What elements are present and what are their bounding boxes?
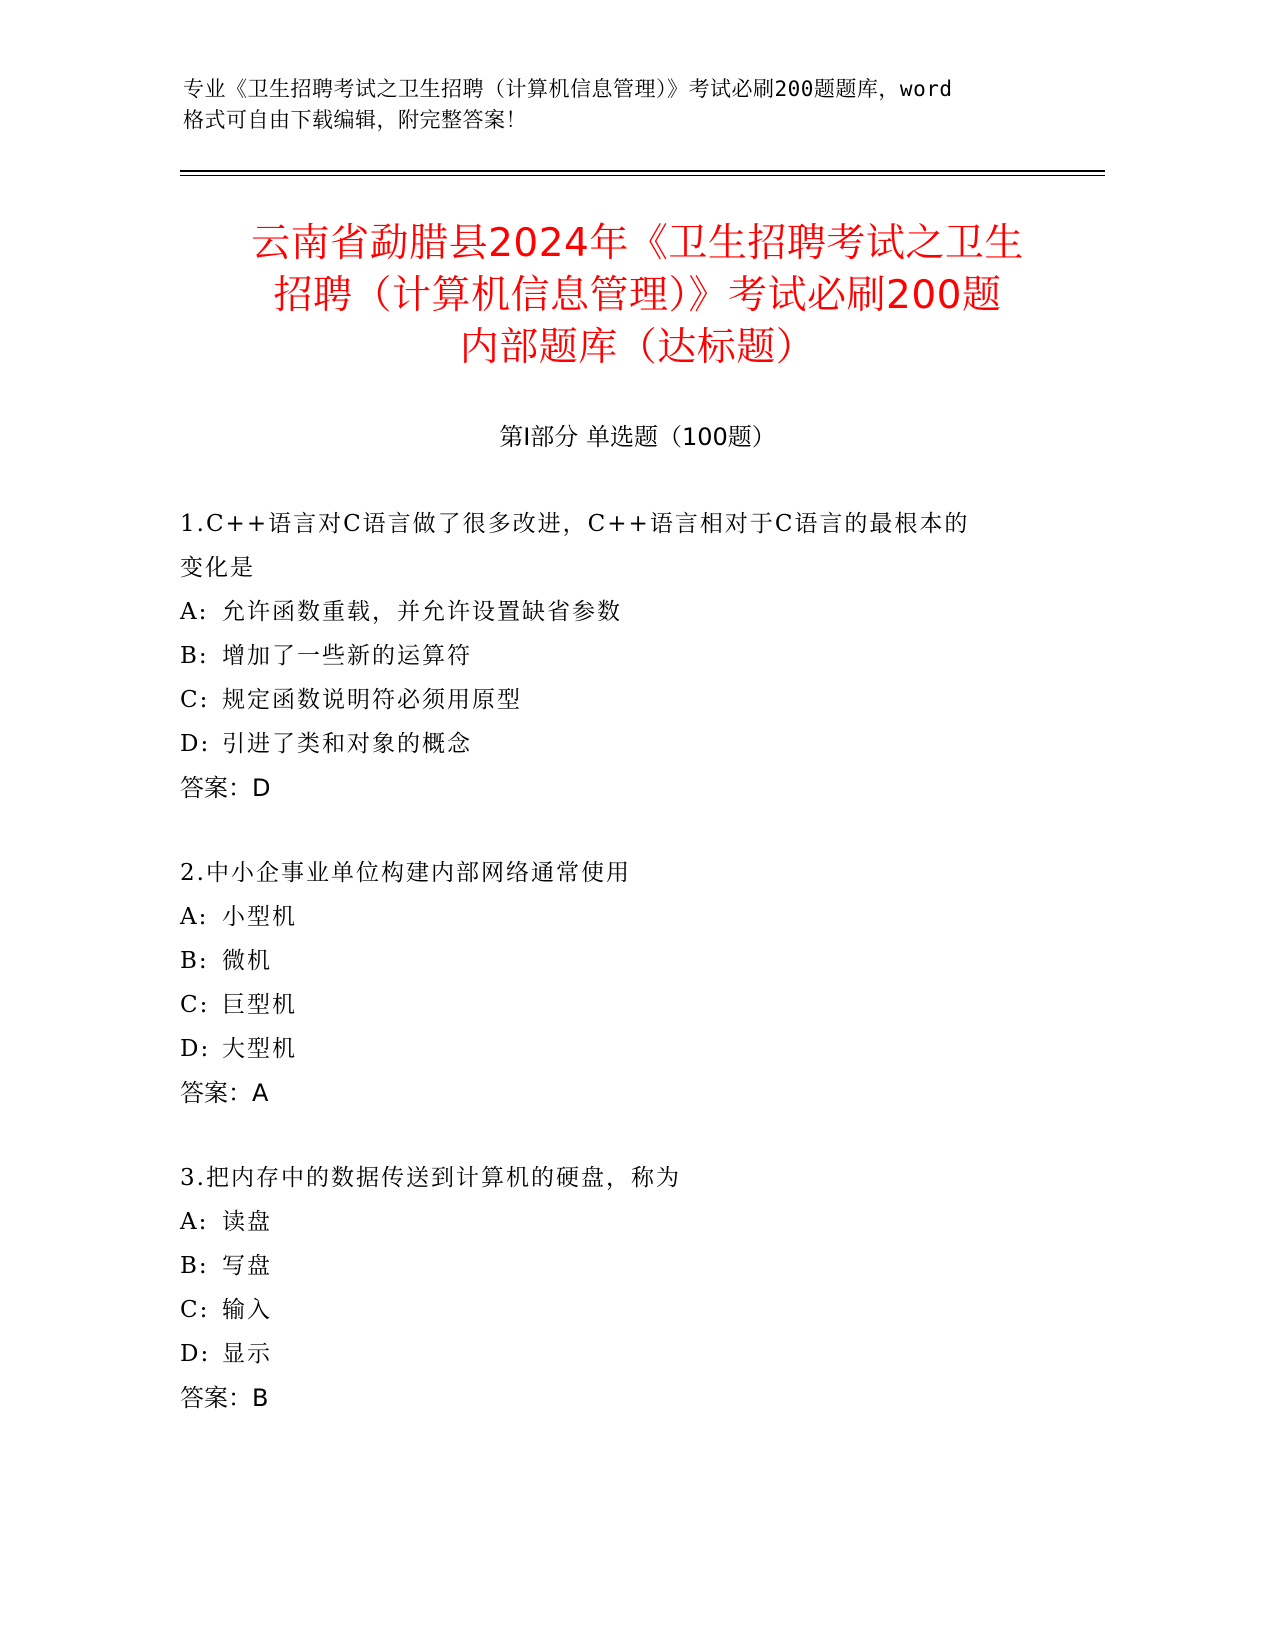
header-note-line-1: 专业《卫生招聘考试之卫生招聘（计算机信息管理）》考试必刷200题题库，word <box>183 77 953 101</box>
option-text: 规定函数说明符必须用原型 <box>222 687 522 713</box>
option-letter: A: <box>180 599 209 625</box>
option-text: 显示 <box>222 1341 272 1367</box>
option-b <box>180 939 1060 983</box>
option-text: 写盘 <box>222 1253 272 1279</box>
option-letter: D: <box>180 1036 211 1062</box>
document-title-line-3: 内部题库（达标题） <box>459 325 816 370</box>
option-text: 巨型机 <box>222 992 297 1018</box>
option-text: 输入 <box>222 1297 272 1323</box>
question-3 <box>180 1156 1060 1420</box>
question-stem: 3.把内存中的数据传送到计算机的硬盘，称为 <box>180 1165 681 1191</box>
answer-line: 答案：B <box>180 1384 269 1412</box>
option-a <box>180 895 1060 939</box>
option-text: 微机 <box>222 948 272 974</box>
option-c <box>180 678 1060 722</box>
header-divider-thin <box>180 175 1105 176</box>
option-text: 引进了类和对象的概念 <box>222 731 472 757</box>
answer-line: 答案：A <box>180 1079 269 1107</box>
question-1 <box>180 502 1060 810</box>
option-letter: D: <box>180 731 211 757</box>
option-b <box>180 634 1060 678</box>
option-c <box>180 1288 1060 1332</box>
option-d <box>180 1332 1060 1376</box>
option-text: 增加了一些新的运算符 <box>222 643 472 669</box>
option-letter: B: <box>180 948 209 974</box>
question-stem: 1.C++语言对C语言做了很多改进，C++语言相对于C语言的最根本的 <box>180 511 970 537</box>
option-d <box>180 722 1060 766</box>
option-letter: B: <box>180 643 209 669</box>
question-stem-continued: 变化是 <box>180 555 255 581</box>
document-title-line-2: 招聘（计算机信息管理）》考试必刷200题 <box>273 273 1002 318</box>
option-letter: D: <box>180 1341 211 1367</box>
option-text: 大型机 <box>222 1036 297 1062</box>
option-a <box>180 1200 1060 1244</box>
option-text: 读盘 <box>222 1209 272 1235</box>
option-letter: C: <box>180 1297 210 1323</box>
option-text: 允许函数重载，并允许设置缺省参数 <box>222 599 622 625</box>
option-a <box>180 590 1060 634</box>
option-text: 小型机 <box>222 904 297 930</box>
option-d <box>180 1027 1060 1071</box>
header-note-line-2: 格式可自由下载编辑，附完整答案！ <box>183 108 527 132</box>
option-letter: A: <box>180 1209 209 1235</box>
document-title-line-1: 云南省勐腊县2024年《卫生招聘考试之卫生 <box>251 221 1024 266</box>
option-b <box>180 1244 1060 1288</box>
section-heading: 第Ⅰ部分 单选题（100题） <box>499 423 776 451</box>
option-letter: C: <box>180 992 210 1018</box>
header-divider-thick <box>180 170 1105 172</box>
answer-line: 答案：D <box>180 774 271 802</box>
option-letter: B: <box>180 1253 209 1279</box>
option-letter: A: <box>180 904 209 930</box>
header-note <box>183 74 1083 136</box>
document-title <box>150 218 1125 374</box>
question-2 <box>180 851 1060 1115</box>
option-c <box>180 983 1060 1027</box>
option-letter: C: <box>180 687 210 713</box>
question-stem: 2.中小企事业单位构建内部网络通常使用 <box>180 860 631 886</box>
